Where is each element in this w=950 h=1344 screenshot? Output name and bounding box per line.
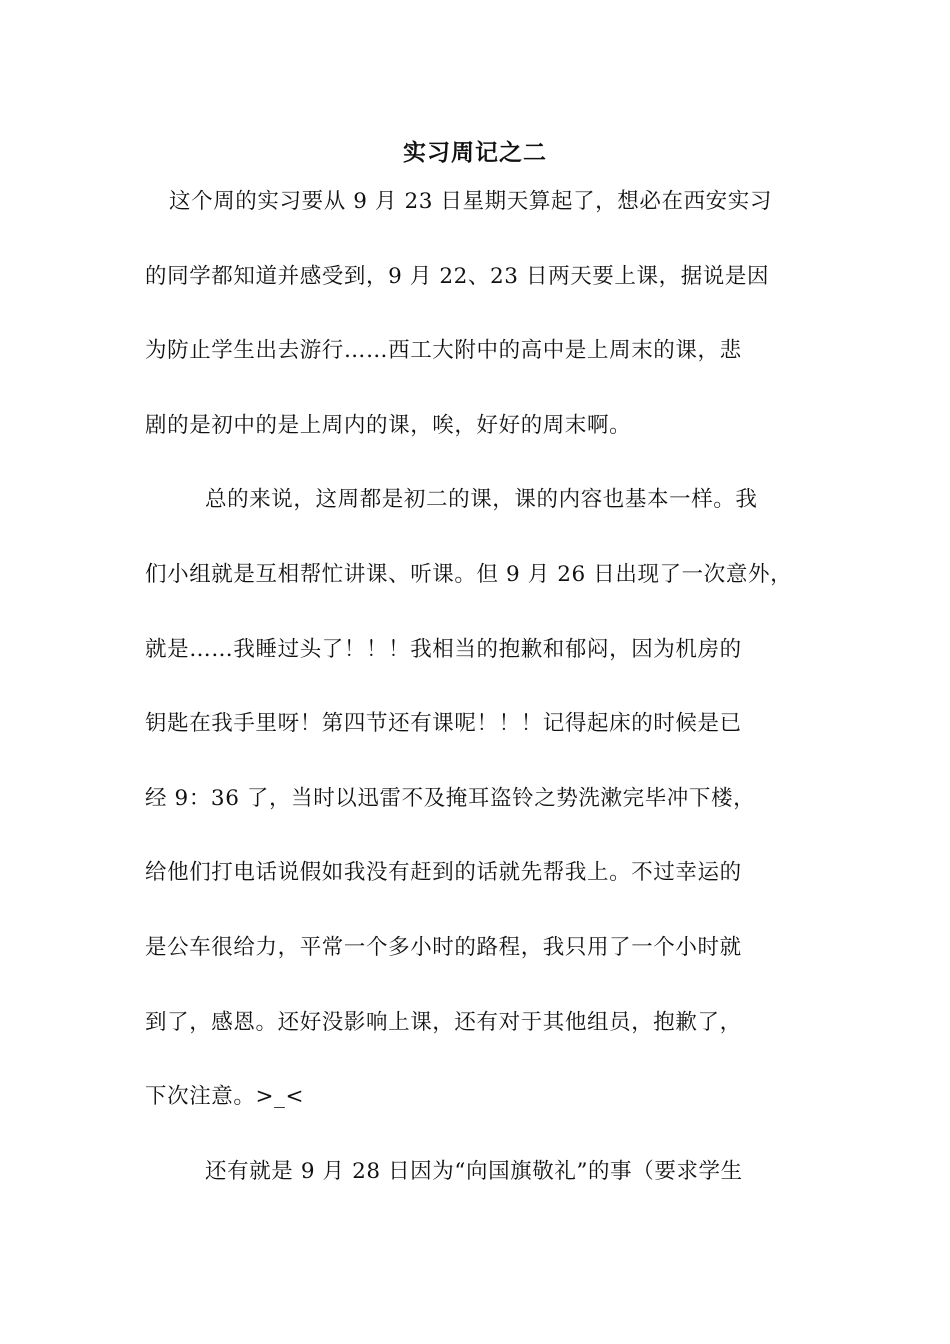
paragraph-line: 到了，感恩。还好没影响上课，还有对于其他组员，抱歉了， bbox=[145, 1009, 742, 1035]
paragraph-line: 就是……我睡过头了！！！我相当的抱歉和郁闷，因为机房的 bbox=[145, 636, 742, 662]
paragraph-line: 还有就是 9 月 28 日因为“向国旗敬礼”的事（要求学生 bbox=[205, 1158, 743, 1184]
document-title: 实习周记之二 bbox=[403, 139, 547, 166]
paragraph-line: 这个周的实习要从 9 月 23 日星期天算起了，想必在西安实习 bbox=[169, 189, 772, 214]
paragraph-line: 下次注意。>_< bbox=[145, 1084, 305, 1110]
paragraph-line: 经 9：36 了，当时以迅雷不及掩耳盗铃之势洗漱完毕冲下楼， bbox=[145, 785, 756, 811]
paragraph-line: 为防止学生出去游行……西工大附中的高中是上周末的课，悲 bbox=[145, 338, 742, 364]
paragraph-line: 钥匙在我手里呀！第四节还有课呢！！！记得起床的时候是已 bbox=[145, 711, 742, 737]
paragraph-line: 剧的是初中的是上周内的课，唉，好好的周末啊。 bbox=[145, 412, 632, 438]
paragraph-line: 给他们打电话说假如我没有赶到的话就先帮我上。不过幸运的 bbox=[145, 860, 742, 886]
paragraph-line: 总的来说，这周都是初二的课，课的内容也基本一样。我 bbox=[205, 487, 758, 513]
document-body bbox=[145, 182, 825, 1226]
paragraph-line: 们小组就是互相帮忙讲课、听课。但 9 月 26 日出现了一次意外， bbox=[145, 561, 793, 587]
paragraph-line: 的同学都知道并感受到，9 月 22、23 日两天要上课，据说是因 bbox=[145, 263, 770, 289]
paragraph-line: 是公车很给力，平常一个多小时的路程，我只用了一个小时就 bbox=[145, 934, 742, 960]
